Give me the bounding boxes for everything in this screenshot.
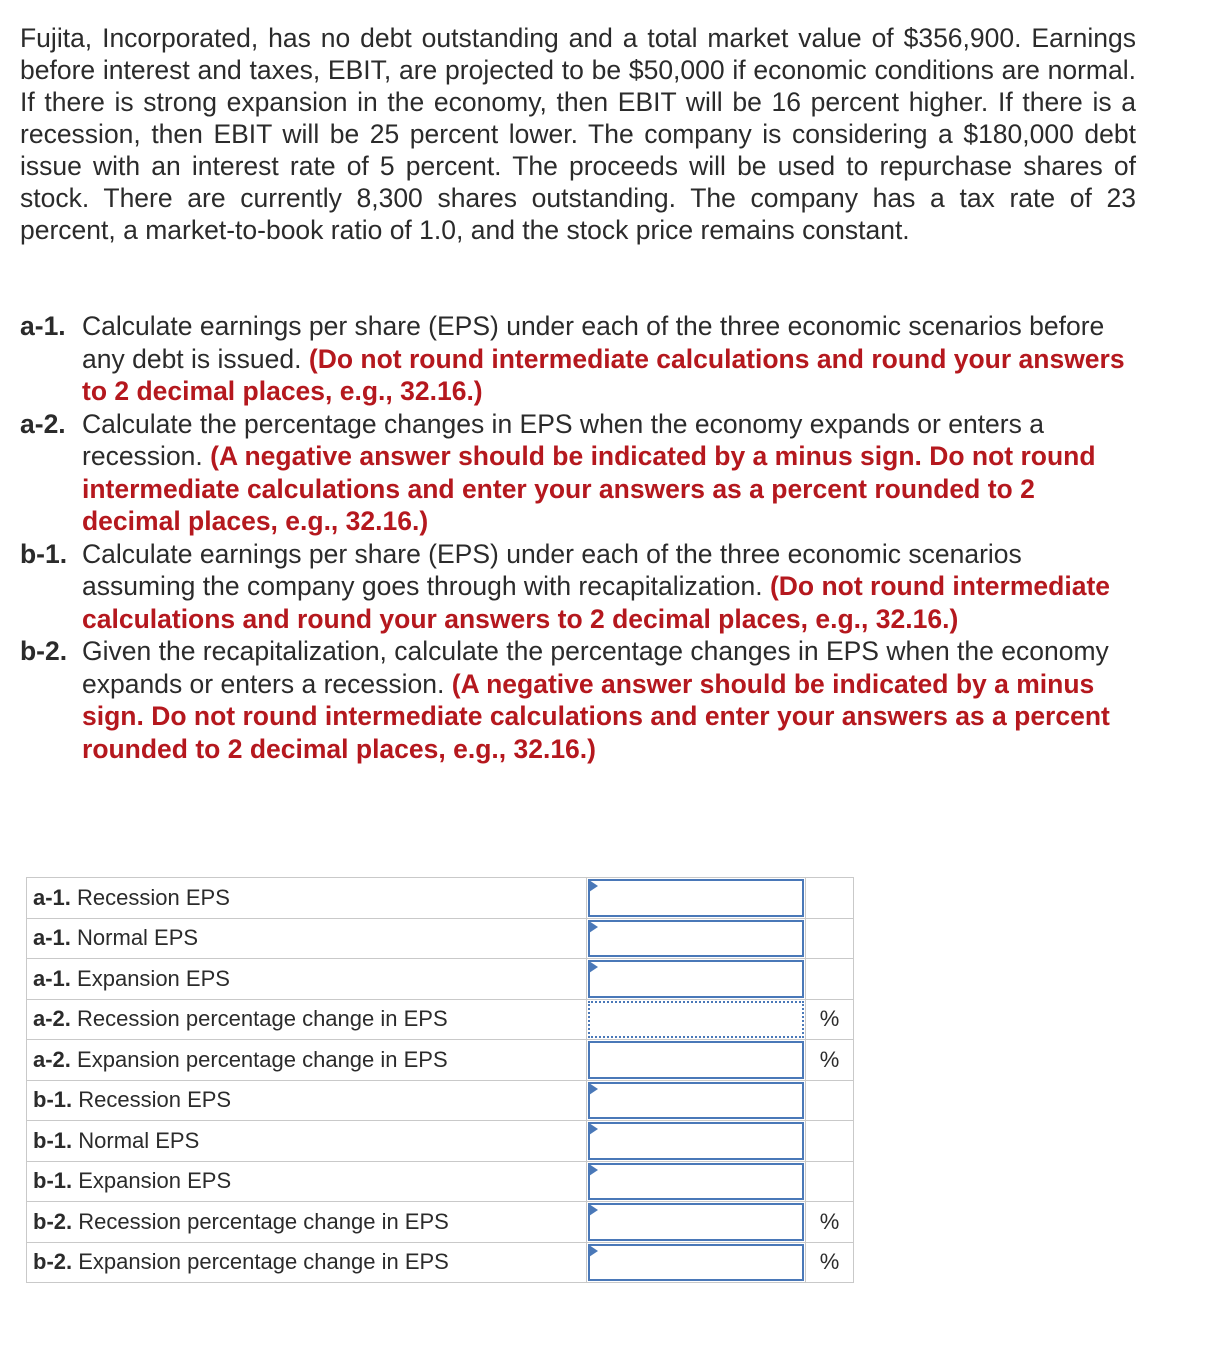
answer-part: b-1. — [33, 1127, 73, 1153]
answer-row-label — [27, 1040, 587, 1081]
question-label: a-2. — [20, 408, 66, 439]
answer-row — [27, 1242, 854, 1283]
question-instruction: (A negative answer should be indicated by a minus sign. Do not round intermediate calculations and enter your answers as a percent rounded to 2 decimal places, e.g., 32.16.) — [82, 441, 1096, 536]
answer-row — [27, 999, 854, 1040]
question-label: b-2. — [20, 636, 68, 666]
question-b2 — [20, 635, 1136, 765]
flag-marker-icon — [589, 1123, 598, 1135]
answer-row — [27, 1161, 854, 1202]
question-label: a-1. — [20, 311, 66, 341]
answer-row-label — [27, 878, 587, 919]
answer-part: b-2. — [33, 1249, 73, 1275]
answer-label: Recession EPS — [78, 1087, 232, 1113]
answer-row-label — [27, 1202, 587, 1243]
answer-unit — [806, 1161, 854, 1202]
question-text: Calculate earnings per share (EPS) under each of the three economic scenarios assuming the company goes through with recapitalization. — [82, 538, 1022, 601]
answer-part: a-1. — [33, 925, 71, 951]
answer-unit: % — [806, 1040, 854, 1081]
question-text: Calculate earnings per share (EPS) under each of the three economic scenarios before any debt is issued. — [82, 311, 1105, 374]
answer-input-a1-normal-eps[interactable] — [588, 920, 804, 958]
answer-unit: % — [806, 999, 854, 1040]
question-instruction: (Do not round intermediate calculations and round your answers to 2 decimal places, e.g., 32.16.) — [82, 571, 1111, 634]
question-label: b-1. — [20, 538, 68, 569]
answer-cell — [587, 999, 806, 1040]
answer-part: b-1. — [33, 1168, 73, 1194]
answer-part: a-2. — [33, 1046, 71, 1072]
answer-cell — [587, 1202, 806, 1243]
question-list — [20, 310, 1136, 765]
answer-cell — [587, 1080, 806, 1121]
answer-row — [27, 918, 854, 959]
answer-row — [27, 1080, 854, 1121]
answer-row-label — [27, 918, 587, 959]
answer-cell — [587, 1040, 806, 1081]
answer-row — [27, 1202, 854, 1243]
flag-marker-icon — [589, 1245, 598, 1257]
question-b1 — [20, 538, 1136, 636]
answer-row-label — [27, 1121, 587, 1162]
question-text: Calculate the percentage changes in EPS when the economy expands or enters a recession. — [82, 408, 1044, 471]
question-instruction: (Do not round intermediate calculations and round your answers to 2 decimal places, e.g., 32.16.) — [82, 343, 1125, 406]
answer-row-label — [27, 959, 587, 1000]
answer-part: b-2. — [33, 1208, 73, 1234]
answer-input-a2-expansion-pct[interactable] — [588, 1041, 804, 1079]
problem-statement: Fujita, Incorporated, has no debt outstanding and a total market value of $356,900. Earnings before interest and taxes, EBIT, are projected to be $50,000 if economic conditions are normal. If there is strong expansion in the economy, then EBIT will be 16 percent higher. If there is a recession, then EBIT will be 25 percent lower. The company is considering a $180,000 debt issue with an interest rate of 5 percent. The proceeds will be used to repurchase shares of stock. There are currently 8,300 shares outstanding. The company has a tax rate of 23 percent, a market-to-book ratio of 1.0, and the stock price remains constant. — [20, 23, 1136, 245]
answer-unit: % — [806, 1202, 854, 1243]
flag-marker-icon — [589, 880, 598, 892]
answer-cell — [587, 1121, 806, 1162]
flag-marker-icon — [589, 921, 598, 933]
question-a1 — [20, 310, 1136, 408]
question-a2 — [20, 408, 1136, 538]
answer-label: Expansion EPS — [78, 1168, 232, 1194]
answer-label: Recession percentage change in EPS — [77, 1006, 448, 1032]
flag-marker-icon — [589, 1164, 598, 1176]
answer-input-b2-expansion-pct[interactable] — [588, 1244, 804, 1282]
question-instruction: (A negative answer should be indicated by a minus sign. Do not round intermediate calculations and enter your answers as a percent rounded to 2 decimal places, e.g., 32.16.) — [82, 668, 1110, 764]
answer-label: Normal EPS — [78, 1127, 200, 1153]
answer-table — [26, 877, 854, 1283]
answer-cell — [587, 918, 806, 959]
answer-unit — [806, 959, 854, 1000]
answer-input-b2-recession-pct[interactable] — [588, 1203, 804, 1241]
answer-input-b1-expansion-eps[interactable] — [588, 1163, 804, 1201]
flag-marker-icon — [589, 1204, 598, 1216]
answer-cell — [587, 959, 806, 1000]
answer-cell — [587, 1161, 806, 1202]
answer-label: Normal EPS — [77, 925, 199, 951]
answer-label: Expansion percentage change in EPS — [78, 1249, 449, 1275]
answer-row-label — [27, 999, 587, 1040]
answer-cell — [587, 1242, 806, 1283]
answer-unit — [806, 918, 854, 959]
answer-label: Expansion percentage change in EPS — [77, 1046, 448, 1072]
answer-row — [27, 959, 854, 1000]
answer-label: Expansion EPS — [77, 965, 230, 991]
flag-marker-icon — [589, 961, 598, 973]
answer-input-a1-recession-eps[interactable] — [588, 879, 804, 917]
answer-row — [27, 1121, 854, 1162]
answer-row-label — [27, 1161, 587, 1202]
answer-row — [27, 1040, 854, 1081]
answer-label: Recession EPS — [77, 884, 230, 910]
answer-part: a-1. — [33, 884, 71, 910]
answer-input-b1-normal-eps[interactable] — [588, 1122, 804, 1160]
answer-part: a-2. — [33, 1006, 71, 1032]
answer-cell — [587, 878, 806, 919]
answer-unit — [806, 1121, 854, 1162]
answer-part: b-1. — [33, 1087, 73, 1113]
answer-row-label — [27, 1080, 587, 1121]
answer-row-label — [27, 1242, 587, 1283]
flag-marker-icon — [589, 1083, 598, 1095]
answer-input-b1-recession-eps[interactable] — [588, 1082, 804, 1120]
answer-part: a-1. — [33, 965, 71, 991]
answer-row — [27, 878, 854, 919]
question-text: Given the recapitalization, calculate the percentage changes in EPS when the economy expands or enters a recession. — [82, 636, 1109, 699]
answer-unit: % — [806, 1242, 854, 1283]
answer-unit — [806, 1080, 854, 1121]
answer-input-a2-recession-pct[interactable] — [588, 1001, 804, 1039]
answer-label: Recession percentage change in EPS — [78, 1208, 449, 1234]
answer-input-a1-expansion-eps[interactable] — [588, 960, 804, 998]
answer-unit — [806, 878, 854, 919]
